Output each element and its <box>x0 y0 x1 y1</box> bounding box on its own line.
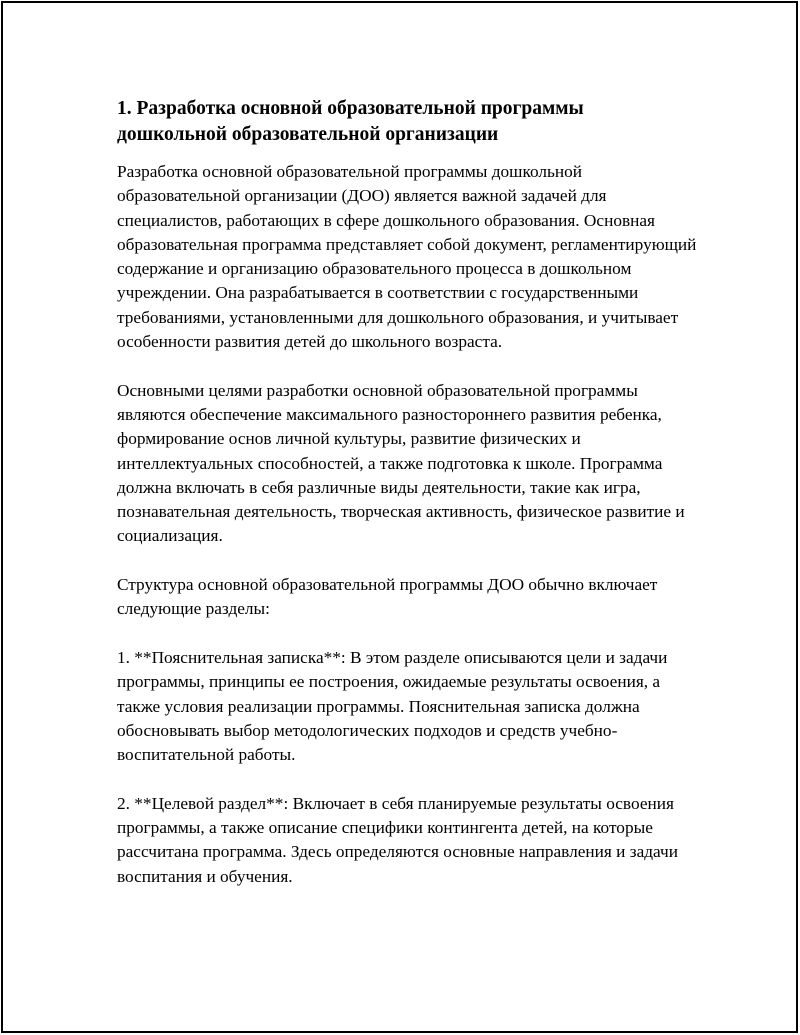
document-body <box>117 96 697 913</box>
list-item-target-section: 2. **Целевой раздел**: Включает в себя планируемые результаты освоения программы, а также описание специфики контингента детей, на которые рассчитана программа. Здесь определяются основные направления и задачи воспитания и обучения. <box>117 793 678 886</box>
title-line-1: 1. Разработка основной образовательной программы <box>117 98 584 119</box>
paragraph-goals: Основными целями разработки основной образовательной программы являются обеспечение максимального разностороннего развития ребенка, формирование основ личной культуры, развитие физических и интеллектуальных способностей, а также подготовка к школе. Программа должна включать в себя различные виды деятельности, такие как игра, познавательная деятельность, творческая активность, физическое развитие и социализация. <box>117 380 685 546</box>
paragraph-structure: Структура основной образовательной программы ДОО обычно включает следующие разделы: <box>117 575 658 619</box>
paragraph-intro: Разработка основной образовательной программы дошкольной образовательной организации (ДОО) является важной задачей для специалистов, работающих в сфере дошкольного образования. Основная образовательная программа представляет собой документ, регламентирующий содержание и организацию образовательного процесса в дошкольном учреждении. Она разрабатывается в соответствии с государственными требованиями, установленными для дошкольного образования, и учитывает особенности развития детей до школьного возраста. <box>117 162 697 352</box>
document-title <box>117 96 697 148</box>
title-line-2: дошкольной образовательной организации <box>117 124 499 145</box>
list-item-explanatory-note: 1. **Пояснительная записка**: В этом разделе описываются цели и задачи программы, принципы ее построения, ожидаемые результаты освоения, а также условия реализации программы. Пояснительная записка должна обосновывать выбор методологических подходов и средств учебно-воспитательной работы. <box>117 647 668 765</box>
